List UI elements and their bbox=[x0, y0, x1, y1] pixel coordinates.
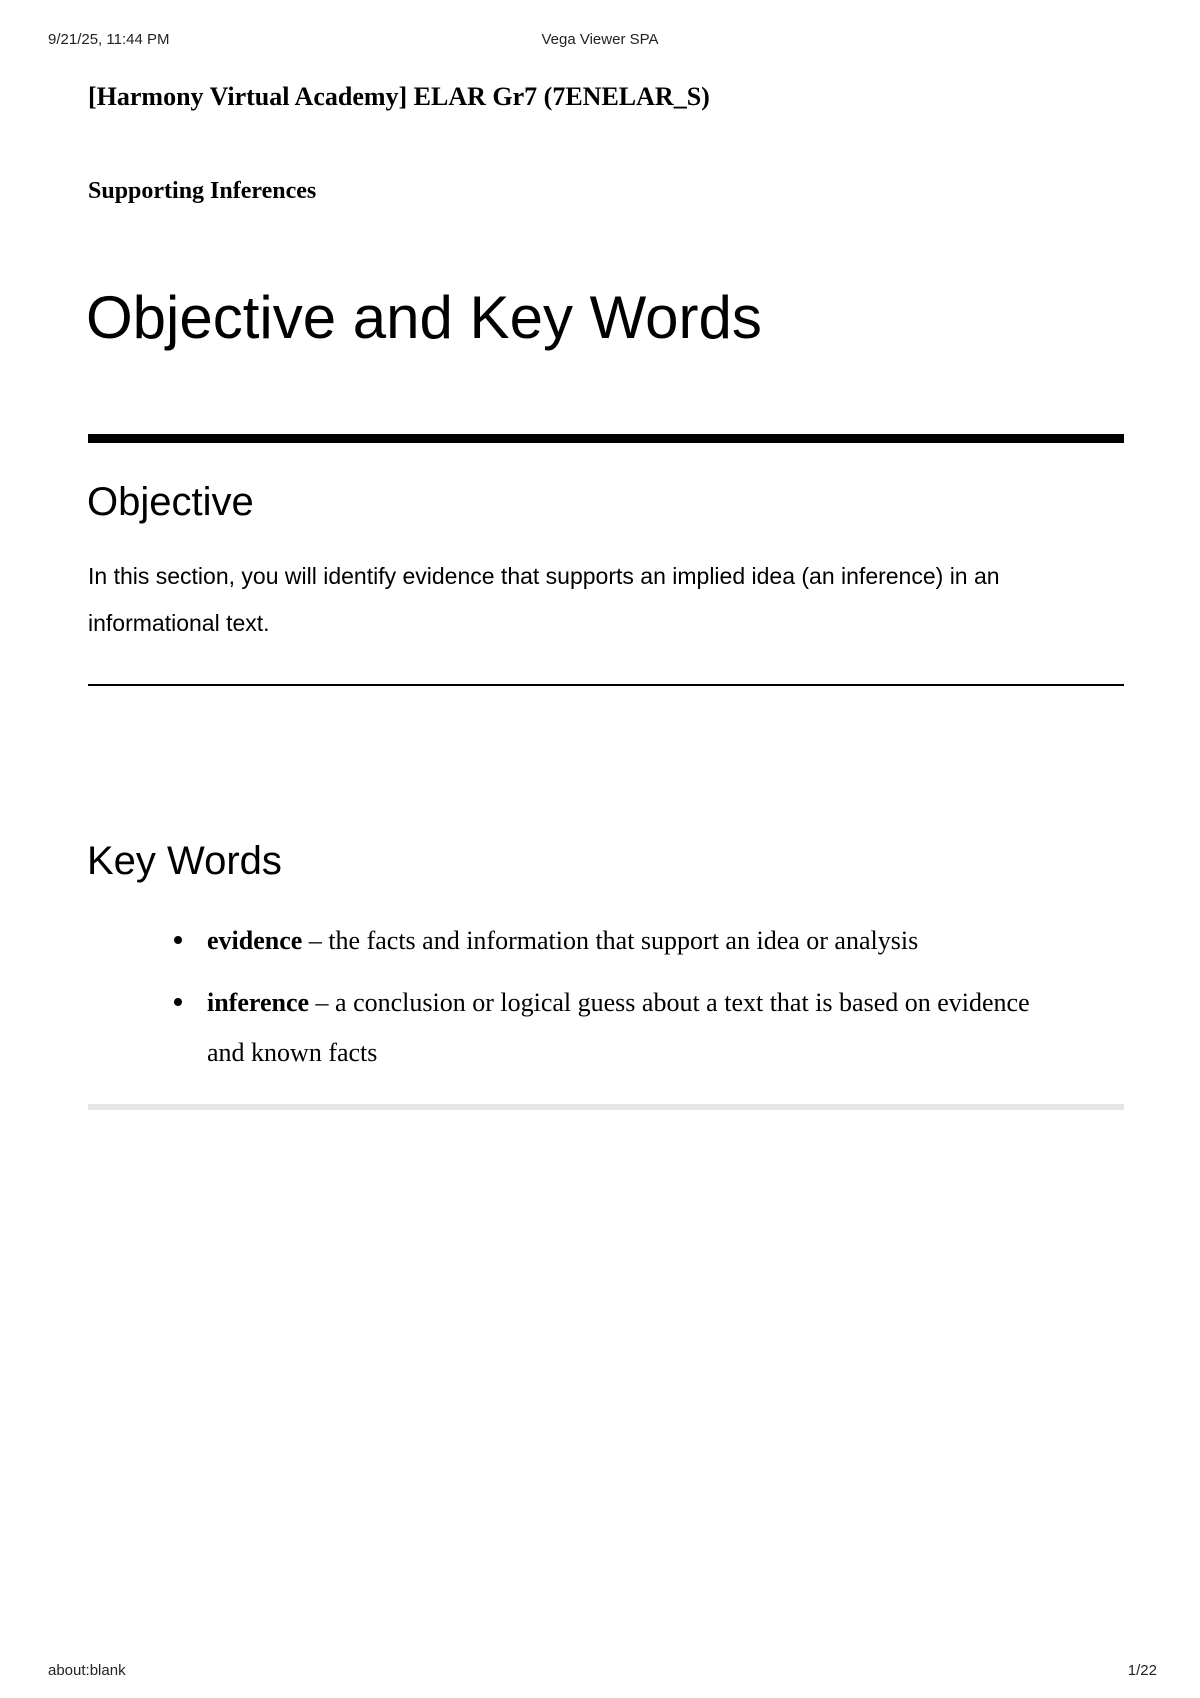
print-datetime: 9/21/25, 11:44 PM bbox=[48, 31, 170, 48]
key-words-list bbox=[160, 916, 1040, 1090]
print-page-title: Vega Viewer SPA bbox=[541, 31, 659, 48]
print-page-number: 1/22 bbox=[1127, 1662, 1157, 1679]
key-word-definition: – a conclusion or logical guess about a text that is based on evidence and known facts bbox=[207, 988, 1030, 1067]
key-word-term: evidence bbox=[207, 926, 303, 955]
print-url: about:blank bbox=[48, 1662, 126, 1679]
key-word-definition: – the facts and information that support an idea or analysis bbox=[302, 926, 919, 955]
objective-heading: Objective bbox=[87, 480, 254, 524]
objective-text: In this section, you will identify evidence that supports an implied idea (an inference) in an informational text. bbox=[88, 563, 1000, 636]
print-footer bbox=[0, 1662, 1200, 1682]
key-words-heading: Key Words bbox=[87, 839, 282, 883]
key-word-item bbox=[160, 916, 1040, 966]
section-divider-gray bbox=[88, 1104, 1124, 1110]
key-word-item bbox=[160, 978, 1040, 1078]
page-title: Objective and Key Words bbox=[86, 284, 762, 351]
section-divider-thin bbox=[88, 684, 1124, 686]
course-title: [Harmony Virtual Academy] ELAR Gr7 (7ENELAR_S) bbox=[88, 82, 710, 111]
bullet-icon bbox=[174, 998, 182, 1006]
bullet-icon bbox=[174, 936, 182, 944]
lesson-title: Supporting Inferences bbox=[88, 178, 317, 204]
key-word-term: inference bbox=[207, 988, 310, 1017]
section-divider-thick bbox=[88, 434, 1124, 443]
print-header bbox=[0, 31, 1200, 51]
